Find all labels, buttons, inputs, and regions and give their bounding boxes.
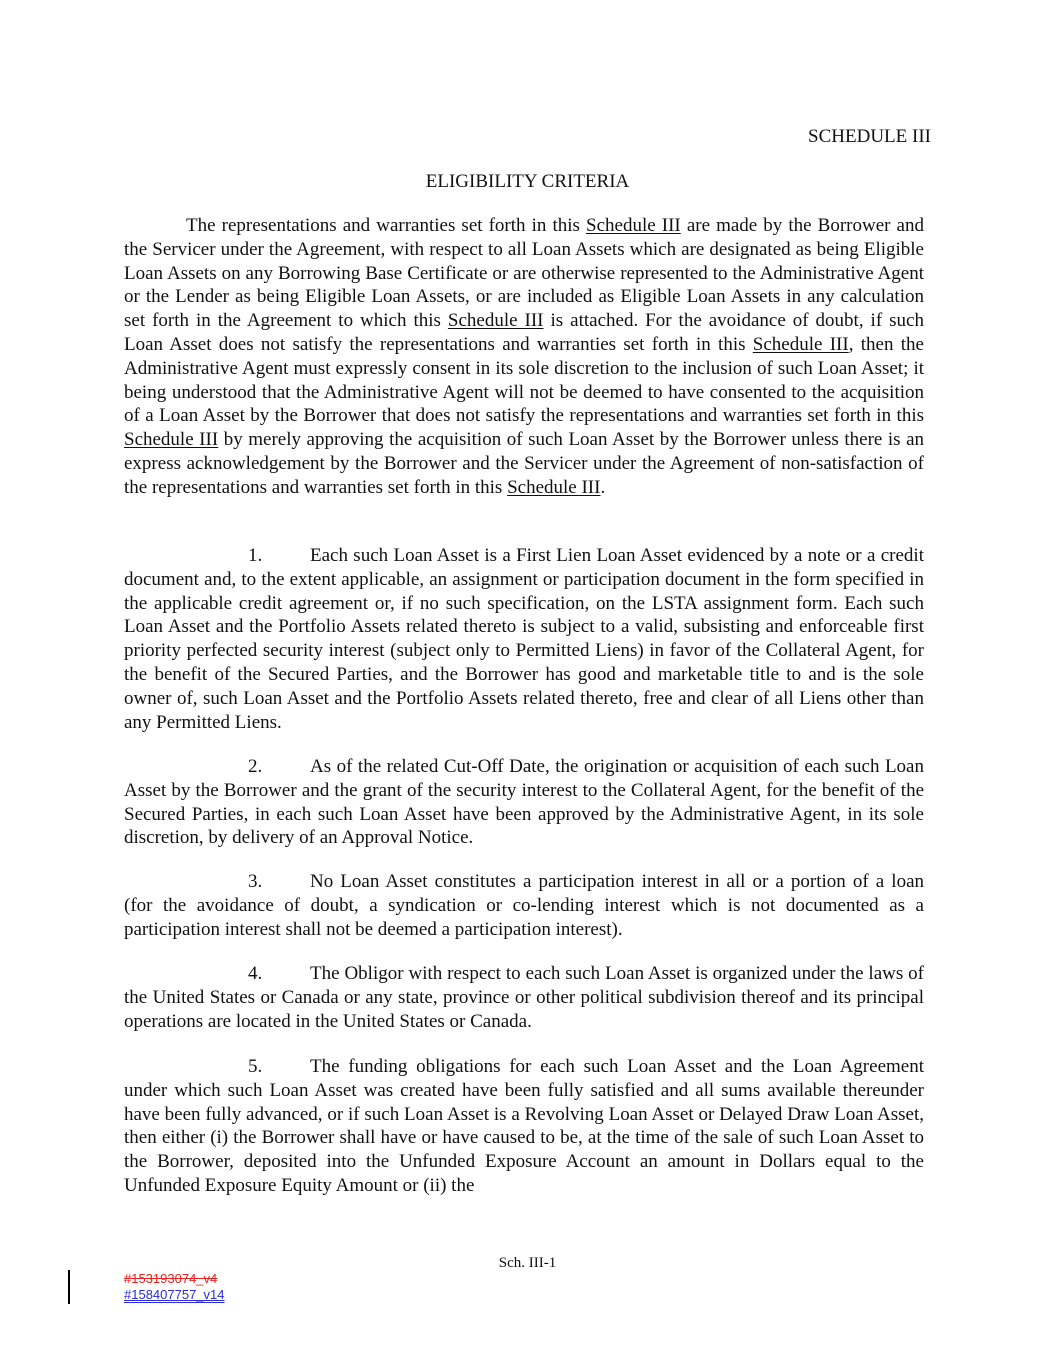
criteria-item-1	[124, 544, 924, 734]
item-text: The Obligor with respect to each such Loan Asset is organized under the laws of the United States or Canada or any state, province or other political subdivision thereof and its principal operations are located in the United States or Canada.	[124, 963, 924, 1032]
inserted-document-id: #158407757_v14	[124, 1287, 225, 1302]
item-number: 2.	[248, 756, 263, 777]
intro-text: .	[600, 476, 606, 498]
item-number: 1.	[248, 545, 263, 566]
schedule-reference: Schedule III	[507, 476, 601, 498]
page-number: Sch. III-1	[498, 1255, 557, 1271]
schedule-label: SCHEDULE III	[808, 126, 931, 147]
schedule-reference: Schedule III	[447, 310, 544, 332]
item-number: 4.	[248, 963, 263, 984]
page-title: ELIGIBILITY CRITERIA	[425, 171, 630, 192]
item-text: No Loan Asset constitutes a participation interest in all or a portion of a loan (for the avoidance of doubt, a syndication or co-lending interest which is not documented as a participation interest shall not be deemed a participation interest).	[124, 871, 924, 940]
intro-text: The representations and warranties set forth in this	[186, 215, 587, 236]
criteria-item-5	[124, 1055, 924, 1198]
item-number: 3.	[248, 871, 263, 892]
revision-change-bar	[68, 1270, 70, 1304]
item-number: 5.	[248, 1056, 263, 1077]
intro-text: are made by the Borrower and the Servicer under the Agreement, with respect to all Loan Assets which are designated as being Eligible Loan Assets on any Borrowing Base Certificate or are otherwise represented to the Administrative Agent or the Lender as being Eligible Loan Assets, or are included as Eligible Loan Assets in any calculation set forth in the Agreement to which this	[124, 215, 924, 332]
intro-text: by merely approving the acquisition of such Loan Asset by the Borrower unless there is an express acknowledgement by the Borrower and the Servicer under the Agreement of non-satisfaction of the representations and warranties set forth in this	[124, 429, 924, 498]
criteria-item-2	[124, 755, 924, 850]
item-text: Each such Loan Asset is a First Lien Loan Asset evidenced by a note or a credit document and, to the extent applicable, an assignment or participation document in the form specified in the applicable credit agreement or, if no such specification, on the LSTA assignment form. Each such Loan Asset and the Portfolio Assets related thereto is subject to a valid, subsisting and enforceable first priority perfected security interest (subject only to Permitted Liens) in favor of the Collateral Agent, for the benefit of the Secured Parties, and the Borrower has good and marketable title to and is the sole owner of, such Loan Asset and the Portfolio Assets related thereto, free and clear of all Liens other than any Permitted Liens.	[124, 545, 924, 733]
schedule-reference: Schedule III	[586, 215, 681, 236]
schedule-reference: Schedule III	[124, 429, 219, 451]
criteria-item-3	[124, 870, 924, 941]
deleted-document-id: #153193074_v4	[124, 1271, 218, 1286]
schedule-reference: Schedule III	[752, 333, 849, 355]
intro-paragraph	[124, 214, 924, 500]
item-text: As of the related Cut-Off Date, the origination or acquisition of each such Loan Asset by the Borrower and the grant of the security interest to the Collateral Agent, for the benefit of the Secured Parties, in each such Loan Asset have been approved by the Administrative Agent, in its sole discretion, by delivery of an Approval Notice.	[124, 756, 924, 849]
criteria-item-4	[124, 962, 924, 1033]
intro-text: , then the Administrative Agent must expressly consent in its sole discretion to the inclusion of such Loan Asset; it being understood that the Administrative Agent will not be deemed to have consented to the acquisition of a Loan Asset by the Borrower that does not satisfy the representations and warranties set forth in this	[124, 333, 924, 427]
item-text: The funding obligations for each such Loan Asset and the Loan Agreement under which such Loan Asset was created have been fully satisfied and all sums available thereunder have been fully advanced, or if such Loan Asset is a Revolving Loan Asset or Delayed Draw Loan Asset, then either (i) the Borrower shall have or have caused to be, at the time of the sale of such Loan Asset to the Borrower, deposited into the Unfunded Exposure Account an amount in Dollars equal to the Unfunded Exposure Equity Amount or (ii) the	[124, 1056, 924, 1196]
intro-text: is attached. For the avoidance of doubt, if such Loan Asset does not satisfy the representations and warranties set forth in this	[124, 310, 924, 355]
